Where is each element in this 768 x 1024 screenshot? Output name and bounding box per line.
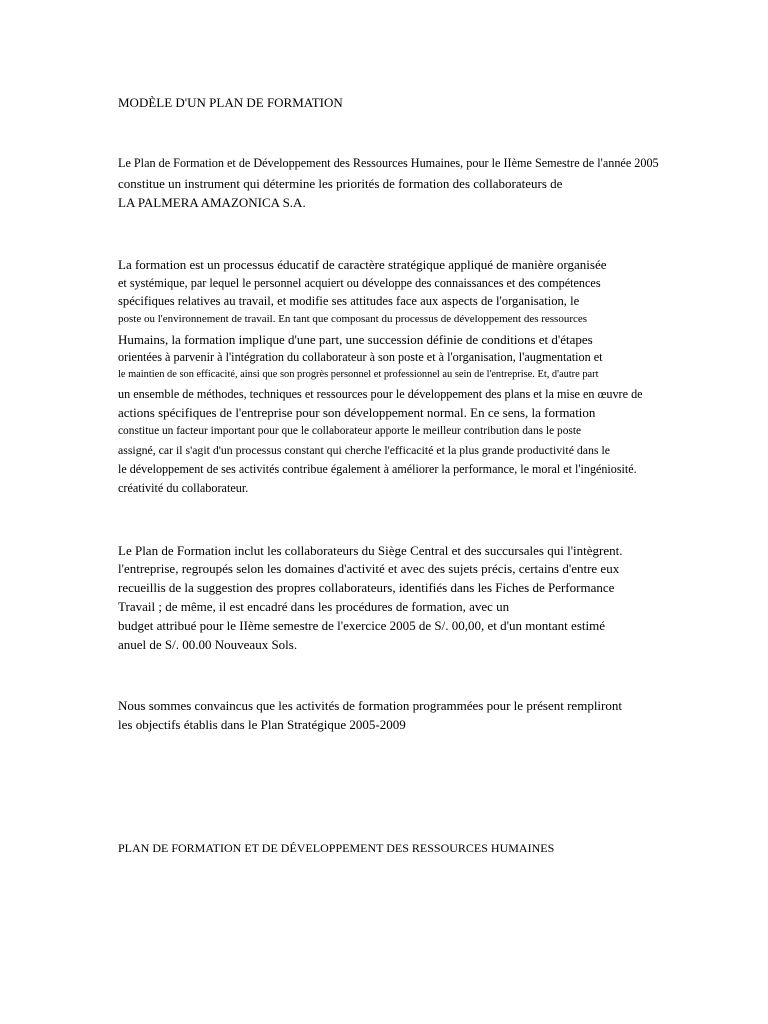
paragraph-line: l'entreprise, regroupés selon les domaines d'activité et avec des sujets précis, certains d'entre eux [118,561,620,576]
paragraph-line: spécifiques relatives au travail, et modifie ses attitudes face aux aspects de l'organisation, le [118,294,580,308]
paragraph-line: Le Plan de Formation et de Développement des Ressources Humaines, pour le IIème Semestre de l'année 2005 [118,156,659,170]
section-heading: PLAN DE FORMATION ET DE DÉVELOPPEMENT DES RESSOURCES HUMAINES [118,841,555,855]
paragraph-line: budget attribué pour le IIème semestre de l'exercice 2005 de S/. 00,00, et d'un montant estimé [118,618,605,633]
paragraph-line: Travail ; de même, il est encadré dans les procédures de formation, avec un [118,599,510,614]
paragraph-line: La formation est un processus éducatif de caractère stratégique appliqué de manière organisée [118,257,607,272]
paragraph-line: Le Plan de Formation inclut les collaborateurs du Siège Central et des succursales qui l'intègrent. [118,543,623,558]
paragraph-line: le maintien de son efficacité, ainsi que son progrès personnel et professionnel au sein de l'entreprise. Et, d'autre part [118,369,599,380]
paragraph-line: constitue un instrument qui détermine les priorités de formation des collaborateurs de [118,176,563,191]
paragraph-line: recueillis de la suggestion des propres collaborateurs, identifiés dans les Fiches de Performance [118,580,615,595]
paragraph-line: le développement de ses activités contribue également à améliorer la performance, le moral et l'ingéniosité. [118,462,637,476]
paragraph-line: anuel de S/. 00.00 Nouveaux Sols. [118,637,298,652]
company-name: LA PALMERA AMAZONICA S.A. [118,195,306,210]
paragraph-line: les objectifs établis dans le Plan Stratégique 2005-2009 [118,717,406,732]
document-title: MODÈLE D'UN PLAN DE FORMATION [118,95,343,110]
paragraph-line: actions spécifiques de l'entreprise pour son développement normal. En ce sens, la formation [118,405,596,420]
paragraph-line: créativité du collaborateur. [118,481,249,495]
paragraph-line: Nous sommes convaincus que les activités de formation programmées pour le présent rempliront [118,698,622,713]
paragraph-line: poste ou l'environnement de travail. En tant que composant du processus de développement des ressources [118,313,588,325]
paragraph-line: constitue un facteur important pour que le collaborateur apporte le meilleur contribution dans le poste [118,425,582,437]
paragraph-line: Humains, la formation implique d'une part, une succession définie de conditions et d'étapes [118,332,593,347]
paragraph-line: un ensemble de méthodes, techniques et ressources pour le développement des plans et la mise en œuvre de [118,387,643,401]
paragraph-line: orientées à parvenir à l'intégration du collaborateur à son poste et à l'organisation, l'augmentation et [118,350,603,364]
paragraph-line: et systémique, par lequel le personnel acquiert ou développe des connaissances et des compétences [118,276,601,290]
paragraph-line: assigné, car il s'agit d'un processus constant qui cherche l'efficacité et la plus grande productivité dans le [118,443,610,457]
